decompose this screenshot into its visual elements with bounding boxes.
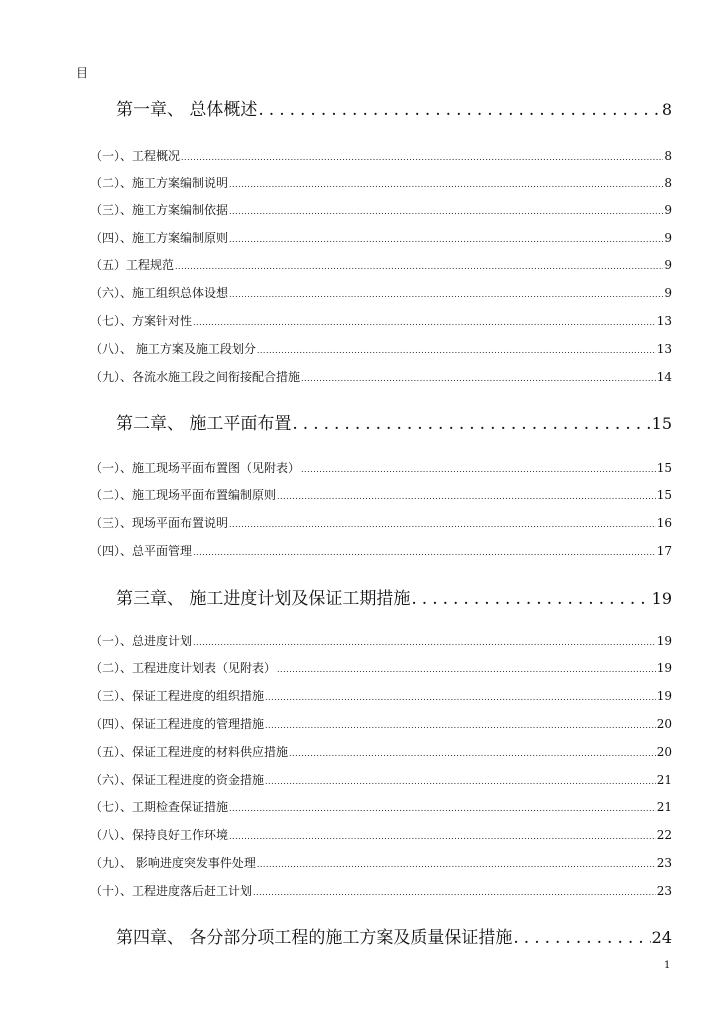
chapter-title: 第三章、 施工进度计划及保证工期措施	[116, 589, 411, 609]
section-title: （三）、保证工程进度的组织措施	[90, 689, 265, 703]
chapter-page-number: 24	[651, 928, 672, 947]
dot-leader	[193, 314, 656, 330]
dot-leader	[277, 661, 656, 677]
section-page-number: 8	[664, 149, 672, 163]
section-title: （五）工程规范	[90, 258, 175, 272]
section-page-number: 15	[656, 488, 672, 502]
section-page-number: 14	[656, 370, 672, 384]
toc-section[interactable]	[90, 856, 672, 872]
section-title: （六）、保证工程进度的资金措施	[90, 773, 265, 787]
toc-section[interactable]	[90, 634, 672, 650]
section-page-number: 19	[656, 689, 672, 703]
dot-leader	[229, 516, 656, 532]
toc-section[interactable]	[90, 203, 672, 219]
toc-section[interactable]	[90, 745, 672, 761]
dot-leader	[411, 589, 650, 609]
section-title: （八）、保持良好工作环境	[90, 828, 229, 842]
section-title: （九）、各流水施工段之间衔接配合措施	[90, 370, 301, 384]
toc-section[interactable]	[90, 828, 672, 844]
section-page-number: 17	[656, 544, 672, 558]
toc-section[interactable]	[90, 461, 672, 477]
dot-leader	[229, 231, 663, 247]
section-page-number: 9	[664, 203, 672, 217]
section-page-number: 13	[656, 342, 672, 356]
toc-section[interactable]	[90, 717, 672, 733]
section-title: （七）、方案针对性	[90, 314, 193, 328]
footer-page-number: 1	[664, 960, 671, 971]
section-page-number: 9	[664, 231, 672, 245]
section-page-number: 23	[656, 884, 672, 898]
chapter-title: 第四章、 各分部分项工程的施工方案及质量保证措施	[116, 928, 513, 948]
toc-section[interactable]	[90, 800, 672, 816]
dot-leader	[193, 544, 656, 560]
toc-section[interactable]	[90, 488, 672, 504]
section-page-number: 15	[656, 461, 672, 475]
section-title: （五）、保证工程进度的材料供应措施	[90, 745, 289, 759]
section-title: （六）、施工组织总体设想	[90, 286, 229, 300]
dot-leader	[253, 884, 656, 900]
section-title: （四）、保证工程进度的管理措施	[90, 717, 265, 731]
section-title: （一）、施工现场平面布置图（见附表）	[90, 461, 301, 475]
section-title: （二）、施工现场平面布置编制原则	[90, 488, 277, 502]
dot-leader	[301, 461, 656, 477]
section-page-number: 9	[664, 286, 672, 300]
toc-section[interactable]	[90, 661, 672, 677]
toc-chapter-3[interactable]	[116, 589, 672, 609]
toc-section[interactable]	[90, 773, 672, 789]
section-title: （一）、工程概况	[90, 149, 181, 163]
section-page-number: 20	[656, 745, 672, 759]
chapter-page-number: 19	[651, 589, 672, 608]
toc-chapter-2[interactable]	[116, 414, 672, 434]
dot-leader	[229, 176, 663, 192]
dot-leader	[265, 689, 656, 705]
dot-leader	[193, 634, 656, 650]
section-title: （十）、工程进度落后赶工计划	[90, 884, 253, 898]
section-page-number: 9	[664, 258, 672, 272]
chapter-title: 第一章、 总体概述	[116, 100, 258, 120]
toc-section[interactable]	[90, 231, 672, 247]
toc-section[interactable]	[90, 176, 672, 192]
section-page-number: 13	[656, 314, 672, 328]
dot-leader	[229, 286, 663, 302]
dot-leader	[257, 342, 656, 358]
toc-section[interactable]	[90, 689, 672, 705]
toc-section[interactable]	[90, 884, 672, 900]
toc-section[interactable]	[90, 342, 672, 358]
chapter-title: 第二章、 施工平面布置	[116, 414, 292, 434]
section-page-number: 22	[656, 828, 672, 842]
section-page-number: 20	[656, 717, 672, 731]
section-title: （四）、总平面管理	[90, 544, 193, 558]
section-page-number: 21	[656, 773, 672, 787]
dot-leader	[175, 258, 663, 274]
section-title: （二）、施工方案编制说明	[90, 176, 229, 190]
dot-leader	[229, 800, 656, 816]
dot-leader	[292, 414, 650, 434]
toc-chapter-1[interactable]	[116, 100, 672, 120]
dot-leader	[289, 745, 656, 761]
section-title: （二）、工程进度计划表（见附表）	[90, 661, 277, 675]
toc-chapter-4[interactable]	[116, 928, 672, 948]
section-title: （八）、 施工方案及施工段划分	[90, 342, 256, 356]
section-title: （九）、 影响进度突发事件处理	[90, 856, 256, 870]
section-title: （七）、工期检查保证措施	[90, 800, 229, 814]
section-page-number: 8	[664, 176, 672, 190]
toc-section[interactable]	[90, 149, 672, 165]
chapter-page-number: 8	[661, 100, 672, 119]
header-mark: 目	[76, 66, 89, 80]
chapter-page-number: 15	[651, 414, 672, 433]
toc-section[interactable]	[90, 314, 672, 330]
toc-section[interactable]	[90, 544, 672, 560]
section-page-number: 21	[656, 800, 672, 814]
dot-leader	[229, 828, 656, 844]
dot-leader	[229, 203, 663, 219]
toc-section[interactable]	[90, 370, 672, 386]
dot-leader	[257, 856, 656, 872]
section-title: （三）、施工方案编制依据	[90, 203, 229, 217]
section-title: （四）、施工方案编制原则	[90, 231, 229, 245]
section-page-number: 16	[656, 516, 672, 530]
section-page-number: 19	[656, 634, 672, 648]
dot-leader	[258, 100, 660, 120]
section-page-number: 19	[656, 661, 672, 675]
dot-leader	[265, 773, 656, 789]
toc-section[interactable]	[90, 516, 672, 532]
toc-section[interactable]	[90, 286, 672, 302]
dot-leader	[181, 149, 663, 165]
section-title: （三）、现场平面布置说明	[90, 516, 229, 530]
dot-leader	[265, 717, 656, 733]
dot-leader	[513, 928, 650, 948]
dot-leader	[301, 370, 656, 386]
toc-section[interactable]	[90, 258, 672, 274]
section-page-number: 23	[656, 856, 672, 870]
section-title: （一）、总进度计划	[90, 634, 193, 648]
dot-leader	[277, 488, 656, 504]
